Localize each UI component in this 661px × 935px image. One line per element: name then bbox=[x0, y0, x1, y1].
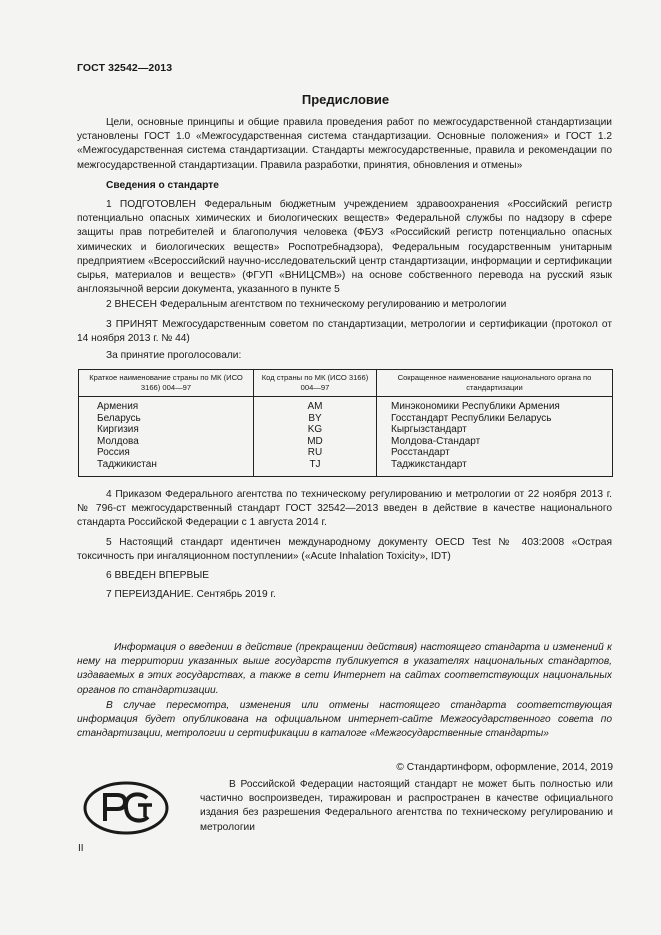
standards-body: Кыргызстандарт bbox=[391, 424, 467, 435]
document-header: ГОСТ 32542—2013 bbox=[77, 62, 173, 74]
rst-logo bbox=[83, 781, 169, 840]
item-1-text: 1 ПОДГОТОВЛЕН Федеральным бюджетным учреждением здравоохранения «Российский регистр потенциально опасных химических и биологических веществ» Федеральной службы по надзору в сфере защиты прав потребителей и благополучия человека (ФБУЗ «Российский регистр потенциально опасных химических и биологических веществ» Роспотребнадзора), Федеральным государственным унитарным предприятием «Всероссийский научно-исследовательский центр стандартизации, информации и сертификации сырья, материалов и веществ» (ФГУП «ВНИЦСМВ») на основе собственного перевода на русский язык англоязычной версии документа, указанного в пункте 5 bbox=[77, 199, 612, 296]
rst-logo-icon bbox=[83, 781, 169, 835]
column-header-code: Код страны по МК (ИСО 3166) 004—97 bbox=[254, 370, 377, 397]
item-6 bbox=[77, 569, 612, 583]
intro-paragraph bbox=[77, 116, 612, 173]
country-name: Армения bbox=[97, 401, 139, 412]
column-header-country: Краткое наименование страны по МК (ИСО 3166) 004—97 bbox=[79, 370, 254, 397]
country-code: KG bbox=[307, 424, 323, 435]
voting-table bbox=[78, 369, 613, 477]
country-name: Молдова bbox=[97, 435, 139, 447]
item-5-text: 5 Настоящий стандарт идентичен международному документу OECD Test № 403:2008 «Острая токсичность при ингаляционном поступлении» («Acute Inhalation Toxicity», IDT) bbox=[77, 537, 612, 563]
item-4-text: 4 Приказом Федерального агентства по техническому регулированию и метрологии от 22 ноября 2013 г. № 796-ст межгосударственный стандарт ГОСТ 32542—2013 введен в действие в качестве национального стандарта Российской Федерации с 1 августа 2014 г. bbox=[77, 489, 612, 529]
item-5 bbox=[77, 536, 612, 564]
table-body-row bbox=[79, 397, 613, 477]
item-7-text: 7 ПЕРЕИЗДАНИЕ. Сентябрь 2019 г. bbox=[106, 589, 276, 600]
table-header-row bbox=[79, 370, 613, 397]
voted-label: За принятие проголосовали: bbox=[106, 350, 242, 361]
country-code: RU bbox=[307, 447, 323, 458]
country-name: Киргизия bbox=[97, 424, 139, 435]
item-7 bbox=[77, 588, 612, 602]
rights-notice bbox=[200, 778, 613, 835]
code-cell bbox=[254, 397, 377, 477]
country-code: AM bbox=[307, 401, 323, 412]
page-title: Предисловие bbox=[301, 92, 390, 107]
country-name: Таджикистан bbox=[97, 458, 157, 470]
intro-text: Цели, основные принципы и общие правила проведения работ по межгосударственной стандартизации установлены ГОСТ 1.0 «Межгосударственная система стандартизации. Основные положения» и ГОСТ 1.2 «Межгосударственная система стандартизации. Стандарты межгосударственные, правила и рекомендации по межгосударственной стандартизации. Правила разработки, принятия, обновления и отмены» bbox=[77, 117, 612, 171]
country-name: Россия bbox=[97, 447, 130, 458]
column-header-body: Сокращенное наименование национального органа по стандартизации bbox=[377, 370, 613, 397]
standards-body: Таджикстандарт bbox=[391, 458, 467, 470]
info-paragraph-2 bbox=[77, 699, 612, 742]
standards-body: Росстандарт bbox=[391, 447, 450, 458]
item-6-text: 6 ВВЕДЕН ВПЕРВЫЕ bbox=[106, 570, 210, 581]
item-4 bbox=[77, 488, 612, 531]
country-code: BY bbox=[308, 412, 322, 424]
item-3-text: 3 ПРИНЯТ Межгосударственным советом по стандартизации, метрологии и сертификации (протокол от 14 ноября 2013 г. № 44) bbox=[77, 319, 612, 345]
item-2 bbox=[77, 298, 612, 312]
info-1-text: Информация о введении в действие (прекращении действия) настоящего стандарта и изменений к нему на территории указанных выше государств публикуется в указателях национальных стандартов, издаваемых в этих государствах, а также в сети Интернет на сайтах соответствующих национальных органов по стандартизации. bbox=[77, 642, 612, 696]
item-1 bbox=[77, 198, 612, 297]
country-name: Беларусь bbox=[97, 412, 141, 424]
standards-body: Молдова-Стандарт bbox=[391, 435, 481, 447]
item-2-text: 2 ВНЕСЕН Федеральным агентством по техническому регулированию и метрологии bbox=[106, 299, 507, 310]
country-code: MD bbox=[307, 435, 323, 447]
page-number: II bbox=[78, 843, 84, 854]
item-3 bbox=[77, 318, 612, 346]
info-2-text: В случае пересмотра, изменения или отмены настоящего стандарта соответствующая информация будет опубликована на официальном интернет-сайте Межгосударственного совета по стандартизации, метрологии и сертификации в каталоге «Межгосударственные стандарты» bbox=[77, 700, 612, 740]
info-paragraph-1 bbox=[77, 641, 612, 698]
country-cell bbox=[79, 397, 254, 477]
rights-text: В Российской Федерации настоящий стандарт не может быть полностью или частично воспроизведен, тиражирован и распространен в качестве официального издания без разрешения Федерального агентства по техническому регулированию и метрологии bbox=[200, 779, 613, 833]
country-code: TJ bbox=[309, 458, 321, 470]
info-heading: Сведения о стандарте bbox=[106, 180, 219, 191]
standards-body: Минэкономики Республики Армения bbox=[391, 401, 560, 412]
body-cell bbox=[377, 397, 613, 477]
copyright-notice: © Стандартинформ, оформление, 2014, 2019 bbox=[396, 762, 613, 773]
standards-body: Госстандарт Республики Беларусь bbox=[391, 412, 552, 424]
